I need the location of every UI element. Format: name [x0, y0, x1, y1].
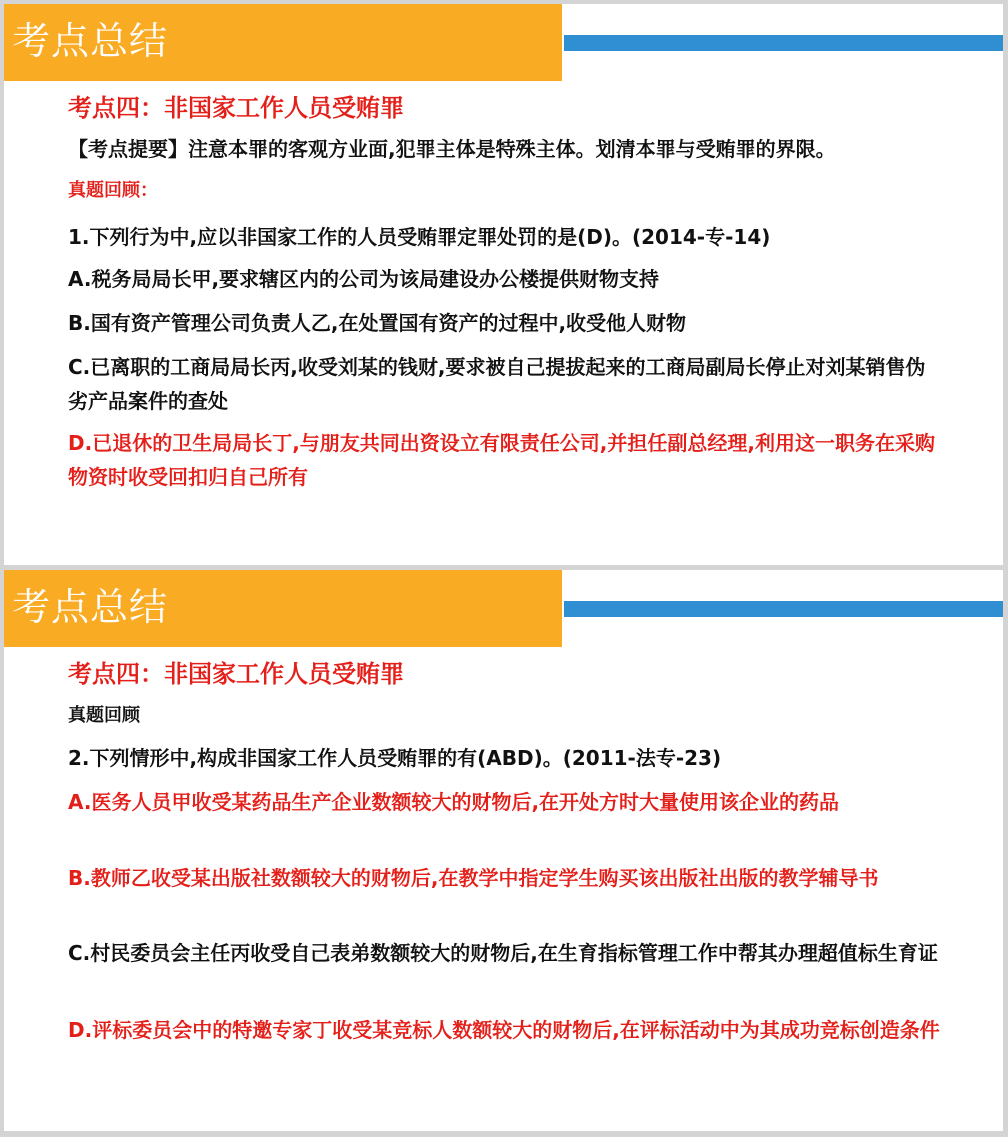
header-accent-bar — [564, 35, 1003, 51]
option-b-answer: B.教师乙收受某出版社数额较大的财物后,在教学中指定学生购买该出版社出版的教学辅导书 — [68, 866, 879, 890]
review-label: 真题回顾 — [68, 705, 140, 726]
review-label: 真题回顾： — [68, 180, 158, 201]
header-title: 考点总结 — [12, 585, 169, 629]
option-a-answer: A.医务人员甲收受某药品生产企业数额较大的财物后,在开处方时大量使用该企业的药品 — [68, 790, 840, 814]
header-title: 考点总结 — [12, 19, 169, 63]
slide-2 — [4, 570, 1003, 1131]
slide-1 — [4, 4, 1003, 565]
option-b: B.国有资产管理公司负责人乙,在处置国有资产的过程中,收受他人财物 — [68, 311, 687, 335]
header-banner — [4, 4, 562, 81]
question-text: 1.下列行为中,应以非国家工作的人员受贿罪定罪处罚的是(D)。(2014-专-14) — [68, 225, 771, 249]
option-c: C.村民委员会主任丙收受自己表弟数额较大的财物后,在生育指标管理工作中帮其办理超值标生育证 — [68, 941, 938, 965]
option-a: A.税务局局长甲,要求辖区内的公司为该局建设办公楼提供财物支持 — [68, 267, 660, 291]
topic-title: 考点四：非国家工作人员受贿罪 — [68, 94, 404, 122]
header-banner — [4, 570, 562, 647]
option-d-answer: D.评标委员会中的特邀专家丁收受某竞标人数额较大的财物后,在评标活动中为其成功竞标创造条件 — [68, 1018, 940, 1042]
question-text: 2.下列情形中,构成非国家工作人员受贿罪的有(ABD)。(2011-法专-23) — [68, 746, 722, 770]
option-c: C.已离职的工商局局长丙,收受刘某的钱财,要求被自己提拔起来的工商局副局长停止对刘某销售伪劣产品案件的查处 — [68, 355, 926, 413]
topic-title: 考点四：非国家工作人员受贿罪 — [68, 660, 404, 688]
topic-summary: 【考点提要】注意本罪的客观方业面,犯罪主体是特殊主体。划清本罪与受贿罪的界限。 — [68, 137, 836, 161]
header-accent-bar — [564, 601, 1003, 617]
option-d-answer: D.已退休的卫生局局长丁,与朋友共同出资设立有限责任公司,并担任副总经理,利用这一职务在采购物资时收受回扣归自己所有 — [68, 431, 935, 489]
